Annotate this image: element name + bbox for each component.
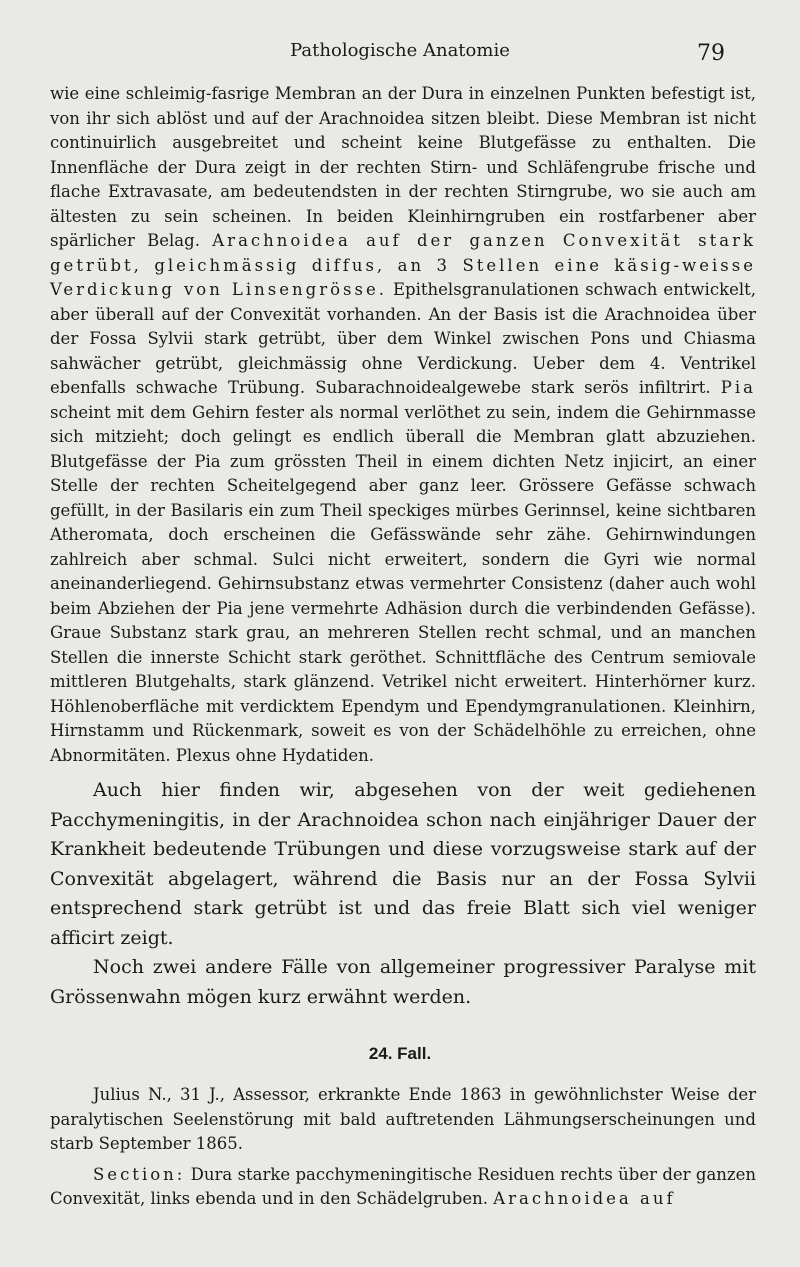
- section-text-end: Arachnoidea auf: [493, 1189, 676, 1208]
- report-paragraph: [50, 82, 756, 768]
- section-paragraph: [50, 1163, 756, 1212]
- discussion-paragraph-2: Noch zwei andere Fälle von allgemeiner progressiver Paralyse mit Grössenwahn mögen kurz erwähnt werden.: [50, 956, 756, 1008]
- spaced-emphasis-pia: Pia: [720, 378, 756, 397]
- section-text: Dura starke pacchymeningitische Residuen rechts über der ganzen Convexität, links ebenda und in den Schädelgruben.: [50, 1164, 756, 1208]
- case-history-paragraph: Julius N., 31 J., Assessor, erkrankte Ende 1863 in gewöhnlichster Weise der paralytischen Seelenstörung mit bald auftretenden Lähmungserscheinungen und starb September 1865.: [50, 1085, 756, 1153]
- autopsy-report-text: [50, 82, 756, 768]
- discussion-paragraph-1: Auch hier finden wir, abgesehen von der weit gediehenen Pacchymeningitis, in der Arachnoidea schon nach einjähriger Dauer der Krankheit bedeutende Trübungen und diese vorzugsweise stark auf der Convexität abgelagert, während die Basis nur an der Fossa Sylvii entsprechend stark getrübt ist und das freie Blatt sich viel weniger afficirt zeigt.: [50, 779, 756, 949]
- report-text-part-3: scheint mit dem Gehirn fester als normal verlöthet zu sein, indem die Gehirnmasse sich mitzieht; doch gelingt es endlich überall die Membran glatt abzuziehen. Blutgefässe der Pia zum grössten Theil in einem dichten Netz injicirt, an einer Stelle der rechten Scheitelgegend aber ganz leer. Grössere Gefässe schwach gefüllt, in der Basilaris ein zum Theil speckiges mürbes Gerinnsel, keine sichtbaren Atheromata, doch erscheinen die Gefässwände sehr zähe. Gehirnwindungen zahlreich aber schmal. Sulci nicht erweitert, sondern die Gyri wie normal aneinanderliegend. Gehirnsubstanz etwas vermehrter Consistenz (daher auch wohl beim Abziehen der Pia jene vermehrte Adhäsion durch die verbindenden Gefässe). Graue Substanz stark grau, an mehreren Stellen recht schmal, und an manchen Stellen die innerste Schicht stark geröthet. Schnittfläche des Centrum semiovale mittleren Blutgehalts, stark glänzend. Vetrikel nicht erweitert. Hinterhörner kurz. Höhlenoberfläche mit verdicktem Ependym und Ependymgranulationen. Kleinhirn, Hirnstamm und Rückenmark, soweit es von der Schädelhöhle zu erreichen, ohne Abnormitäten. Plexus ohne Hydatiden.: [50, 402, 756, 765]
- case-text: [50, 1083, 756, 1212]
- page-number: 79: [697, 41, 725, 66]
- case-heading: 24. Fall.: [368, 1044, 432, 1063]
- report-text-part-1: wie eine schleimig-fasrige Membran an der Dura in einzelnen Punkten befestigt ist, von ihr sich ablöst und auf der Arachnoidea sitzen bleibt. Diese Membran ist nicht continuirlich ausgebreitet und scheint keine Blutgefässe zu enthalten. Die Innenfläche der Dura zeigt in der rechten Stirn- und Schläfengrube frische und flache Extravasate, am bedeutendsten in der rechten Stirngrube, wo sie auch am ältesten zu sein scheinen. In beiden Kleinhirngruben ein rostfarbener aber spärlicher Belag.: [50, 84, 756, 250]
- running-head: Pathologische Anatomie: [290, 40, 510, 61]
- discussion-text: [50, 776, 756, 1012]
- spaced-emphasis-arachnoidea: Arachnoidea auf der ganzen Convexität stark getrübt, gleichmässig diffus, an 3 Stellen eine käsig-weisse Verdickung von Linsengrösse.: [50, 231, 756, 299]
- section-label: Section:: [93, 1164, 186, 1184]
- report-text-part-2: Epithelsgranulationen schwach entwickelt, aber überall auf der Convexität vorhanden. An der Basis ist die Arachnoidea über der Fossa Sylvii stark getrübt, über dem Winkel zwischen Pons und Chiasma sahwächer getrübt, gleichmässig ohne Verdickung. Ueber dem 4. Ventrikel ebenfalls schwache Trübung. Subarachnoidealgewebe stark serös infiltrirt.: [50, 280, 756, 397]
